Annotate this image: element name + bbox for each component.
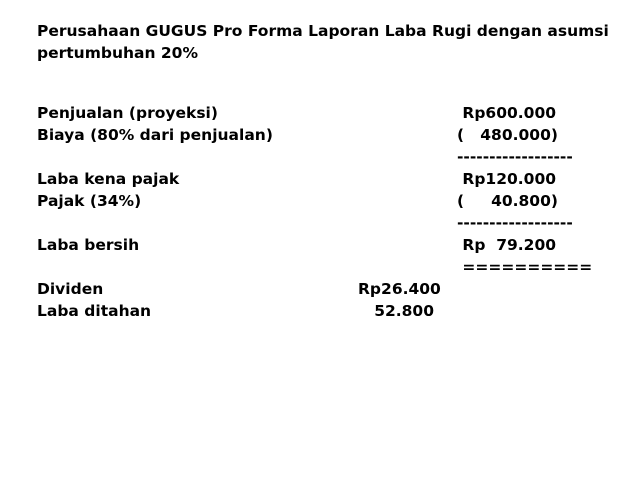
- title-line-1: Perusahaan GUGUS Pro Forma Laporan Laba Rugi dengan asumsi: [37, 22, 609, 40]
- laba-ditahan-value: 52.800: [358, 302, 435, 320]
- laba-bersih-value: Rp 79.200: [457, 236, 557, 254]
- penjualan-label: Penjualan (proyeksi): [37, 104, 218, 122]
- rule-3: ==========: [457, 258, 593, 276]
- dividen-value: Rp26.400: [358, 280, 441, 298]
- laba-ditahan-label: Laba ditahan: [37, 302, 152, 320]
- pajak-label: Pajak (34%): [37, 192, 142, 210]
- title-line-2: pertumbuhan 20%: [37, 44, 199, 62]
- laba-kena-pajak-label: Laba kena pajak: [37, 170, 180, 188]
- penjualan-value: Rp600.000: [457, 104, 557, 122]
- biaya-value: ( 480.000): [457, 126, 558, 144]
- biaya-label: Biaya (80% dari penjualan): [37, 126, 273, 144]
- laba-bersih-label: Laba bersih: [37, 236, 140, 254]
- rule-2: ------------------: [457, 214, 573, 232]
- dividen-label: Dividen: [37, 280, 104, 298]
- pajak-value: ( 40.800): [457, 192, 558, 210]
- laba-kena-pajak-value: Rp120.000: [457, 170, 557, 188]
- rule-1: ------------------: [457, 148, 573, 166]
